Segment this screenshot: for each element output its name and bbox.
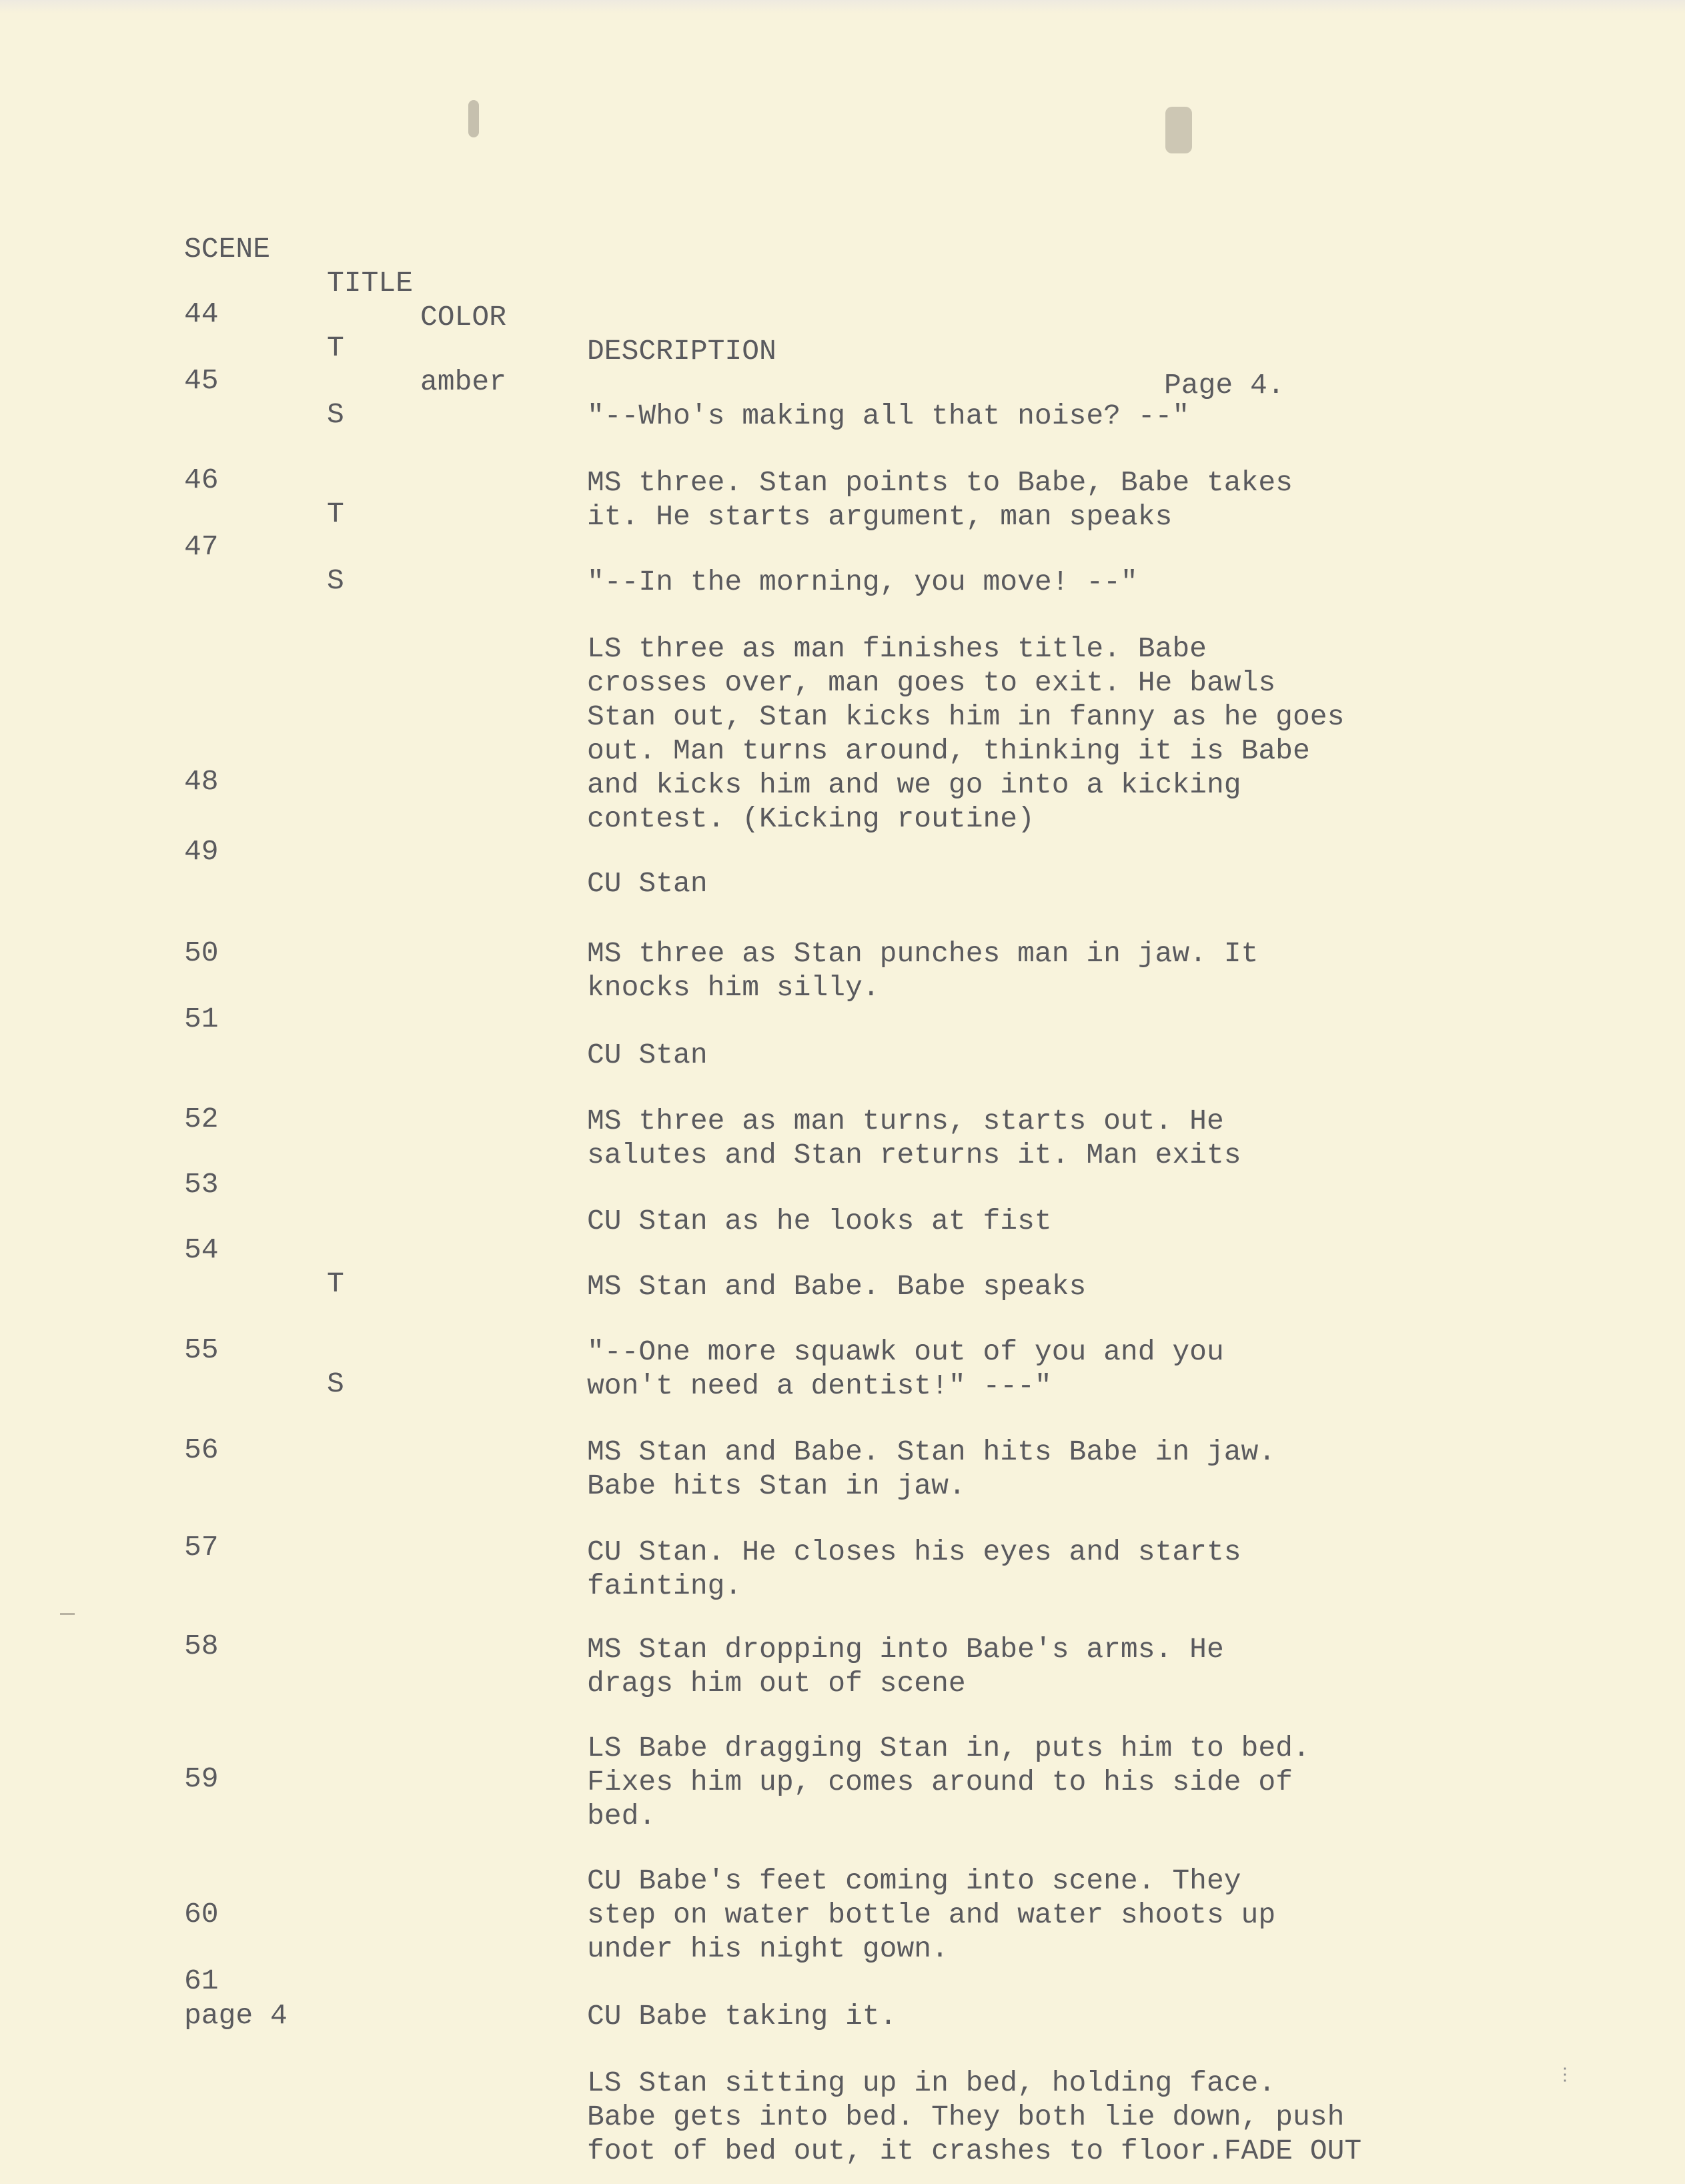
title-code: S (327, 398, 344, 431)
scene-number: 56 (184, 1434, 219, 1466)
paper-edge (0, 0, 1685, 13)
header-title: TITLE (327, 267, 414, 300)
scene-number: 47 (184, 530, 219, 563)
scene-number: 46 (184, 464, 219, 496)
color-value: amber (420, 366, 507, 398)
scene-number: 55 (184, 1333, 219, 1366)
scene-description: LS Babe dragging Stan in, puts him to bed. Fixes him up, comes around to his side of bed. (587, 1732, 1310, 1832)
scene-description: CU Stan (587, 867, 708, 900)
title-code: S (327, 564, 344, 597)
scene-number: 51 (184, 1003, 219, 1035)
scene-description: "--In the morning, you move! --" (587, 566, 1138, 598)
scene-description: LS three as man finishes title. Babe crosses over, man goes to exit. He bawls Stan out, Stan kicks him in fanny as he goes out. Man turns around, thinking it is Babe and kicks him and we go into a kicking contest. (Kicking routine) (587, 632, 1345, 835)
footer-page-label: page 4 (184, 1999, 288, 2032)
scene-number: 53 (184, 1168, 219, 1201)
scene-number: 60 (184, 1898, 219, 1931)
scene-number: 52 (184, 1103, 219, 1135)
scene-description: "--Who's making all that noise? --" (587, 400, 1190, 432)
scene-number: 50 (184, 937, 219, 969)
scene-description: CU Stan. He closes his eyes and starts fainting. (587, 1536, 1241, 1602)
binding-mark-right (1165, 107, 1192, 153)
title-code: S (327, 1368, 344, 1400)
scene-description: MS Stan and Babe. Babe speaks (587, 1270, 1087, 1303)
scene-description: MS three. Stan points to Babe, Babe takes it. He starts argument, man speaks (587, 466, 1293, 533)
scene-number: 61 (184, 1965, 219, 1997)
scene-description: CU Stan as he looks at fist (587, 1205, 1052, 1237)
title-code: T (327, 498, 344, 530)
scene-description: CU Babe taking it. (587, 2000, 897, 2033)
scene-number: 49 (184, 835, 219, 868)
title-code: T (327, 1267, 344, 1300)
scene-number: 44 (184, 298, 219, 330)
header-description: DESCRIPTION (587, 335, 776, 368)
scene-description: MS Stan dropping into Babe's arms. He drags him out of scene (587, 1633, 1224, 1700)
scene-description: MS three as Stan punches man in jaw. It knocks him silly. (587, 937, 1259, 1004)
scene-number: 54 (184, 1233, 219, 1266)
scene-number: 45 (184, 364, 219, 397)
scene-number: 57 (184, 1531, 219, 1564)
scene-description: MS three as man turns, starts out. He salutes and Stan returns it. Man exits (587, 1105, 1241, 1171)
scene-description: "--One more squawk out of you and you won't need a dentist!" ---" (587, 1335, 1224, 1402)
scene-description: MS Stan and Babe. Stan hits Babe in jaw. Babe hits Stan in jaw. (587, 1436, 1276, 1502)
stray-ink-mark: ⋮ (1556, 2065, 1574, 2085)
scene-number: 58 (184, 1630, 219, 1662)
header-scene: SCENE (184, 233, 271, 265)
scene-description: LS Stan sitting up in bed, holding face. Babe gets into bed. They both lie down, push foot of bed out, it crashes to floor.FADE OUT (587, 2067, 1362, 2167)
scene-number: 48 (184, 765, 219, 798)
header-color: COLOR (420, 301, 507, 334)
title-code: T (327, 332, 344, 364)
scene-number: 59 (184, 1762, 219, 1795)
binding-mark-left (468, 100, 479, 137)
page-number: Page 4. (1164, 369, 1285, 402)
scene-description: CU Stan (587, 1039, 708, 1071)
scene-description: CU Babe's feet coming into scene. They step on water bottle and water shoots up under his night gown. (587, 1864, 1276, 1965)
